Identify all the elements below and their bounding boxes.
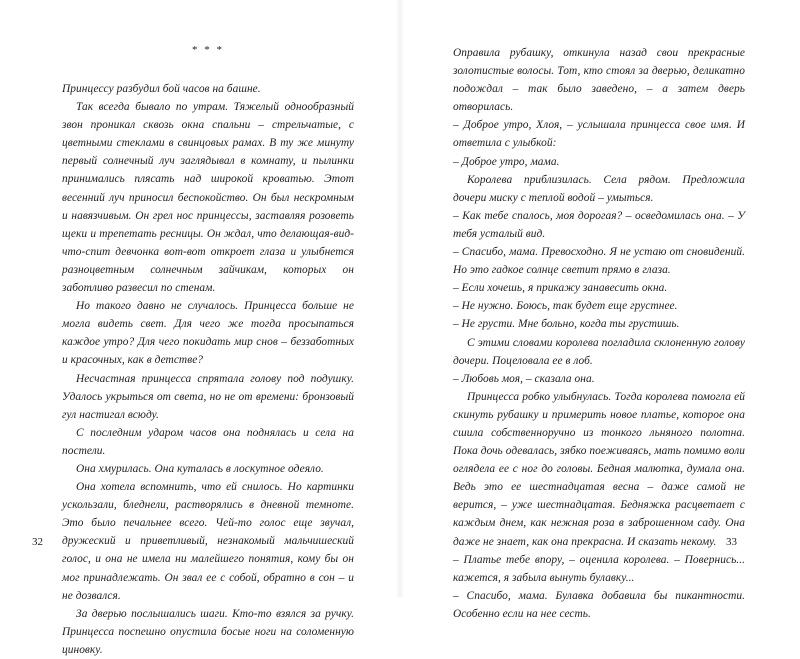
paragraph: – Доброе утро, Хлоя, – услышала принцесса свое имя. И ответила с улыбкой:: [453, 119, 745, 150]
paragraph: С последним ударом часов она поднялась и села на постели.: [62, 426, 354, 457]
paragraph: – Спасибо, мама. Превосходно. Я не устаю от сновидений. Но это гадкое солнце светит прямо в глаза.: [453, 246, 745, 277]
page-number: 32: [32, 536, 43, 548]
paragraph: Оправила рубашку, откинула назад свои прекрасные золотистые волосы. Тот, кто стоял за дверью, деликатно подождал – так было заведено, – а затем дверь отворилась.: [453, 47, 745, 114]
paragraph: Несчастная принцесса спрятала голову под подушку. Удалось укрыться от света, но не от времени: бронзовый гул настигал всюду.: [62, 372, 354, 421]
paragraph: – Платье тебе впору, – оценила королева. – Повернись... кажется, я забыла вынуть булавку...: [453, 553, 745, 584]
paragraph: Она хотела вспомнить, что ей снилось. Но картинки ускользали, бледнели, растворялись в дневной темноте. Это было печальнее всего. Чей-то голос еще звучал, дружеский и приветливый, незнакомый мальчишеский голос, и она не имела ни малейшего понятия, кому бы он мог принадлежать. Он звал ее с собой, обратно в сон – и не дозвался.: [62, 481, 354, 602]
right-page-text: [453, 44, 745, 623]
paragraph: Но такого давно не случалось. Принцесса больше не могла видеть свет. Для чего же тогда просыпаться каждое утро? Для чего покидать мир снов – беззаботных и красочных, как в детстве?: [62, 300, 354, 367]
paragraph: За дверью послышались шаги. Кто-то взялся за ручку. Принцесса поспешно опустила босые ноги на соломенную циновку.: [62, 607, 354, 656]
paragraph: Она хмурилась. Она куталась в лоскутное одеяло.: [76, 462, 324, 475]
paragraph: – Любовь моя, – сказала она.: [453, 372, 595, 385]
paragraph: – Не грусти. Мне больно, когда ты грустишь.: [453, 318, 680, 331]
paragraph: Принцессу разбудил бой часов на башне.: [62, 83, 261, 95]
paragraph: – Не нужно. Боюсь, так будет еще грустнее.: [453, 300, 678, 313]
paragraph: – Если хочешь, я прикажу занавесить окна.: [453, 282, 668, 295]
page-number: 33: [726, 536, 737, 548]
paragraph: Так всегда бывало по утрам. Тяжелый однообразный звон проникал сквозь окна спальни – стрельчатые, с цветными стеклами в свинцовых рамах. В ту же минуту первый солнечный луч заглядывал в комнату, и пылинки принимались плясать над широкой кроватью. Этот весенний луч приносил беспокойство. Он был нескромным и навязчивым. Он грел нос принцессы, заставляя розоветь щеки и трепетать ресницы. Он ждал, что делающая-вид-что-спит девчонка вот-вот откроет глаза и улыбнется разноцветным солнечным зайчикам, которых он заботливо развесил по стенам.: [62, 101, 354, 295]
paragraph: С этими словами королева погладила склоненную голову дочери. Поцеловала ее в лоб.: [453, 336, 745, 367]
left-page-text: [62, 80, 354, 659]
paragraph: Королева приблизилась. Села рядом. Предложила дочери миску с теплой водой – умыться.: [453, 173, 745, 204]
paragraph: – Доброе утро, мама.: [453, 155, 560, 168]
paragraph: – Как тебе спалось, моя дорогая? – осведомилась она. – У тебя усталый вид.: [453, 209, 745, 240]
section-break-ornament: * * *: [192, 44, 224, 56]
left-page: [0, 0, 400, 656]
paragraph: – Спасибо, мама. Булавка добавила бы пикантности. Особенно если на нее сесть.: [453, 589, 745, 620]
paragraph: Принцесса робко улыбнулась. Тогда королева помогла ей скинуть рубашку и примерить новое платье, которое она сшила собственноручно из тонкого льняного полотна. Пока дочь одевалась, зябко поеживаясь, мать помимо воли оглядела ее с ног до головы. Бедная малютка, думала она. Ведь это ее шестнадцатая весна – даже самой не верится, – уже шестнадцатая. Бедняжка расцветает с каждым днем, как нежная роза в заброшенном саду. Она даже не знает, как она прекрасна. И сказать некому.: [453, 390, 745, 548]
right-page: [400, 0, 800, 620]
